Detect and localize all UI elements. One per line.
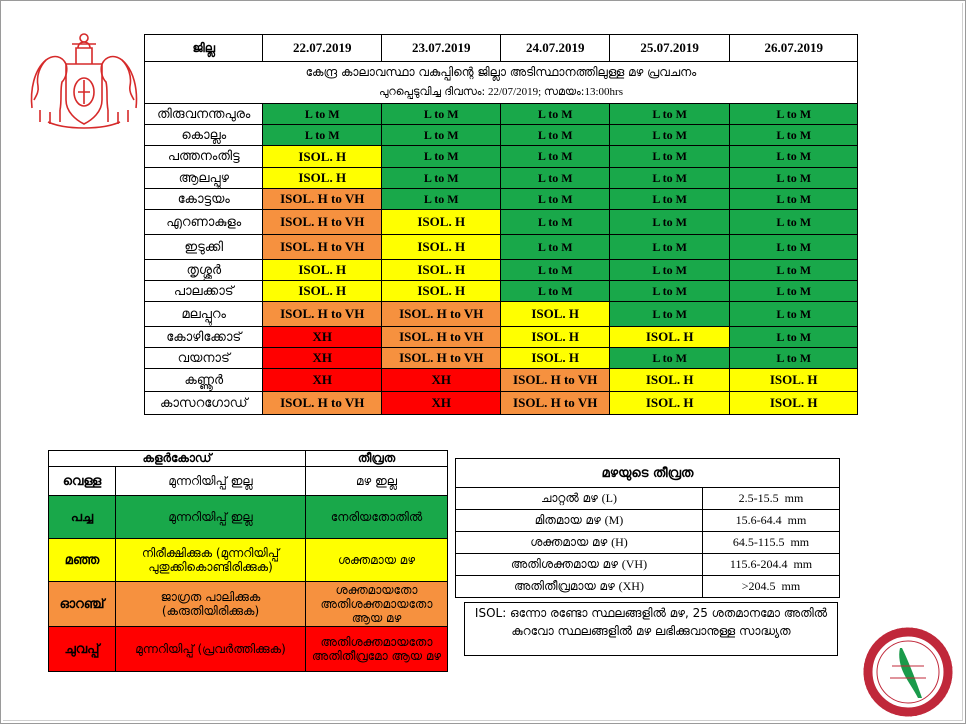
forecast-cell: L to M	[501, 260, 609, 281]
date-header: 23.07.2019	[381, 35, 501, 62]
forecast-cell: ISOL. H to VH	[263, 189, 381, 210]
forecast-cell: ISOL. H	[730, 369, 858, 392]
forecast-cell: ISOL. H to VH	[263, 235, 381, 260]
date-header: 24.07.2019	[501, 35, 609, 62]
issued-line	[145, 82, 857, 102]
forecast-row	[145, 348, 858, 369]
forecast-row	[145, 281, 858, 302]
district-name: തിരുവനന്തപുരം	[145, 104, 263, 125]
forecast-row	[145, 146, 858, 168]
intensity-code: (M)	[604, 513, 624, 527]
district-name: മലപ്പുറം	[145, 302, 263, 327]
forecast-cell: ISOL. H	[381, 260, 501, 281]
district-name: കൊല്ലം	[145, 125, 263, 146]
intensity-name-cell	[456, 532, 703, 554]
legend-meaning: ജാഗ്രത പാലിക്കുക (കരുതിയിരിക്കുക)	[116, 582, 306, 627]
district-name: കണ്ണൂർ	[145, 369, 263, 392]
forecast-cell: L to M	[263, 125, 381, 146]
legend-intensity: ശക്തമായ മഴ	[306, 539, 448, 582]
forecast-cell: XH	[263, 327, 381, 348]
intensity-range: 64.5-115.5 mm	[703, 532, 840, 554]
forecast-cell: ISOL. H to VH	[381, 348, 501, 369]
intensity-name-cell	[456, 576, 703, 598]
intensity-name-cell	[456, 510, 703, 532]
intensity-code: (H)	[611, 535, 628, 549]
intensity-row	[456, 554, 840, 576]
forecast-cell: ISOL. H	[609, 392, 730, 415]
rain-intensity-table	[455, 458, 840, 598]
district-name: പാലക്കാട്	[145, 281, 263, 302]
forecast-cell: L to M	[730, 260, 858, 281]
forecast-cell: L to M	[609, 168, 730, 189]
forecast-cell: ISOL. H to VH	[381, 327, 501, 348]
forecast-cell: L to M	[381, 189, 501, 210]
forecast-cell: XH	[381, 392, 501, 415]
intensity-name: ചാറ്റൽ മഴ	[540, 491, 598, 505]
forecast-cell: L to M	[501, 281, 609, 302]
forecast-cell: L to M	[609, 348, 730, 369]
legend-intensity: അതിശക്തമായതോ അതിതീവ്രമോ ആയ മഴ	[306, 627, 448, 672]
district-name: കോഴിക്കോട്	[145, 327, 263, 348]
forecast-cell: ISOL. H	[263, 146, 381, 168]
intensity-name: അതിശക്തമായ മഴ	[510, 557, 618, 571]
kerala-state-emblem-icon	[26, 30, 142, 130]
date-header-row	[145, 35, 858, 62]
date-header: 25.07.2019	[609, 35, 730, 62]
intensity-row	[456, 532, 840, 554]
forecast-cell: L to M	[501, 235, 609, 260]
legend-row	[49, 539, 448, 582]
legend-meaning: മുന്നറിയിപ്പ് (പ്രവർത്തിക്കുക)	[116, 627, 306, 672]
legend-colour-name: ഓറഞ്ച്	[49, 582, 116, 627]
forecast-row	[145, 369, 858, 392]
forecast-title: കേന്ദ്ര കാലാവസ്ഥാ വകുപ്പിന്റെ ജില്ലാ അടിസ്ഥാനത്തിലുള്ള മഴ പ്രവചനം	[305, 65, 697, 79]
forecast-cell: ISOL. H	[730, 392, 858, 415]
forecast-cell: L to M	[381, 125, 501, 146]
legend-colour-name: പച്ച	[49, 496, 116, 539]
forecast-cell: ISOL. H	[501, 302, 609, 327]
forecast-cell: XH	[263, 369, 381, 392]
intensity-range: 2.5-15.5 mm	[703, 488, 840, 510]
forecast-cell: L to M	[730, 281, 858, 302]
forecast-row	[145, 260, 858, 281]
forecast-cell: L to M	[730, 327, 858, 348]
forecast-cell: ISOL. H	[501, 327, 609, 348]
forecast-cell: L to M	[501, 210, 609, 235]
isol-note: ISOL: ഒന്നോ രണ്ടോ സ്ഥലങ്ങളിൽ മഴ, 25 ശതമാനമോ അതിൽ കുറവോ സ്ഥലങ്ങളിൽ മഴ ലഭിക്കുവാനുള്ള സാദ്ധ്യത	[464, 602, 838, 656]
district-name: ഇടുക്കി	[145, 235, 263, 260]
intensity-name: മിതമായ മഴ	[534, 513, 601, 527]
forecast-cell: ISOL. H	[263, 281, 381, 302]
forecast-cell: ISOL. H to VH	[381, 302, 501, 327]
issued-label: പുറപ്പെടുവിച്ച ദിവസം:	[379, 85, 486, 98]
legend-row	[49, 627, 448, 672]
forecast-cell: ISOL. H	[263, 260, 381, 281]
forecast-cell: ISOL. H to VH	[263, 210, 381, 235]
forecast-cell: XH	[381, 369, 501, 392]
legend-colour-name: ചുവപ്പ്	[49, 627, 116, 672]
forecast-cell: ISOL. H	[609, 369, 730, 392]
forecast-cell: ISOL. H to VH	[501, 392, 609, 415]
forecast-cell: L to M	[609, 281, 730, 302]
intensity-header: മഴയുടെ തീവ്രത	[456, 459, 840, 488]
legend-row	[49, 467, 448, 496]
intensity-name: അതിതീവ്രമായ മഴ	[514, 579, 615, 593]
forecast-cell: L to M	[730, 104, 858, 125]
intensity-range: 115.6-204.4 mm	[703, 554, 840, 576]
forecast-cell: L to M	[730, 125, 858, 146]
forecast-cell: L to M	[730, 235, 858, 260]
forecast-cell: L to M	[381, 168, 501, 189]
forecast-cell: ISOL. H to VH	[263, 302, 381, 327]
intensity-row	[456, 510, 840, 532]
legend-intensity-header: തീവ്രത	[306, 451, 448, 467]
disaster-management-authority-logo-icon	[862, 626, 954, 718]
district-name: എറണാകുളം	[145, 210, 263, 235]
legend-colour-header: കളർകോഡ്	[49, 451, 306, 467]
forecast-cell: L to M	[501, 146, 609, 168]
date-header: 22.07.2019	[263, 35, 381, 62]
intensity-range: >204.5 mm	[703, 576, 840, 598]
forecast-cell: ISOL. H	[381, 235, 501, 260]
forecast-cell: XH	[263, 348, 381, 369]
intensity-name: ശക്തമായ മഴ	[530, 535, 608, 549]
intensity-name-cell	[456, 488, 703, 510]
forecast-row	[145, 235, 858, 260]
district-name: പത്തനംതിട്ട	[145, 146, 263, 168]
forecast-cell: L to M	[501, 104, 609, 125]
intensity-code: (L)	[601, 491, 617, 505]
forecast-cell: L to M	[381, 146, 501, 168]
forecast-cell: L to M	[609, 302, 730, 327]
forecast-cell: ISOL. H to VH	[263, 392, 381, 415]
forecast-cell: L to M	[381, 104, 501, 125]
district-name: തൃശ്ശൂർ	[145, 260, 263, 281]
forecast-cell: L to M	[609, 235, 730, 260]
date-header: 26.07.2019	[730, 35, 858, 62]
forecast-row	[145, 189, 858, 210]
forecast-cell: L to M	[609, 189, 730, 210]
intensity-row	[456, 488, 840, 510]
intensity-code: (XH)	[618, 579, 644, 593]
forecast-cell: L to M	[730, 189, 858, 210]
forecast-cell: L to M	[263, 104, 381, 125]
legend-colour-name: മഞ്ഞ	[49, 539, 116, 582]
forecast-row	[145, 302, 858, 327]
forecast-row	[145, 327, 858, 348]
forecast-cell: L to M	[609, 125, 730, 146]
forecast-cell: L to M	[609, 260, 730, 281]
forecast-cell: ISOL. H	[501, 348, 609, 369]
forecast-row	[145, 210, 858, 235]
district-column-header: ജില്ല	[145, 35, 263, 62]
forecast-cell: ISOL. H	[263, 168, 381, 189]
forecast-cell: L to M	[609, 104, 730, 125]
legend-header-row	[49, 451, 448, 467]
legend-row	[49, 496, 448, 539]
issued-date: 22/07/2019;	[487, 86, 542, 98]
intensity-header-row	[456, 459, 840, 488]
intensity-code: (VH)	[621, 557, 648, 571]
intensity-row	[456, 576, 840, 598]
forecast-cell: ISOL. H to VH	[501, 369, 609, 392]
legend-intensity: നേരിയതോതിൽ	[306, 496, 448, 539]
intensity-name-cell	[456, 554, 703, 576]
forecast-row	[145, 168, 858, 189]
forecast-cell: ISOL. H	[609, 327, 730, 348]
forecast-cell: L to M	[609, 210, 730, 235]
district-forecast-table	[144, 34, 858, 415]
forecast-cell: L to M	[730, 348, 858, 369]
forecast-cell: L to M	[730, 146, 858, 168]
forecast-cell: L to M	[730, 168, 858, 189]
forecast-row	[145, 125, 858, 146]
legend-row	[49, 582, 448, 627]
time-label: സമയം:	[543, 85, 585, 98]
forecast-cell: L to M	[501, 168, 609, 189]
legend-meaning: മുന്നറിയിപ്പ് ഇല്ല	[116, 496, 306, 539]
forecast-cell: ISOL. H	[381, 210, 501, 235]
forecast-cell: ISOL. H	[381, 281, 501, 302]
legend-meaning: മുന്നറിയിപ്പ് ഇല്ല	[116, 467, 306, 496]
legend-colour-name: വെള്ള	[49, 467, 116, 496]
time-value: 13:00hrs	[584, 86, 623, 98]
forecast-row	[145, 104, 858, 125]
forecast-row	[145, 392, 858, 415]
district-name: കോട്ടയം	[145, 189, 263, 210]
district-name: വയനാട്	[145, 348, 263, 369]
legend-meaning: നിരീക്ഷിക്കുക (മുന്നറിയിപ്പ് പുതുക്കികൊണ്ടിരിക്കുക)	[116, 539, 306, 582]
district-name: ആലപ്പുഴ	[145, 168, 263, 189]
forecast-cell: L to M	[501, 189, 609, 210]
intensity-range: 15.6-64.4 mm	[703, 510, 840, 532]
forecast-title-row	[145, 62, 858, 104]
legend-intensity: ശക്തമായതോ അതിശക്തമായതോ ആയ മഴ	[306, 582, 448, 627]
forecast-cell: L to M	[730, 210, 858, 235]
forecast-cell: L to M	[609, 146, 730, 168]
forecast-cell: L to M	[501, 125, 609, 146]
forecast-cell: L to M	[730, 302, 858, 327]
forecast-title-cell	[145, 62, 858, 104]
legend-intensity: മഴ ഇല്ല	[306, 467, 448, 496]
colour-code-legend-table	[48, 450, 448, 672]
district-name: കാസറഗോഡ്	[145, 392, 263, 415]
